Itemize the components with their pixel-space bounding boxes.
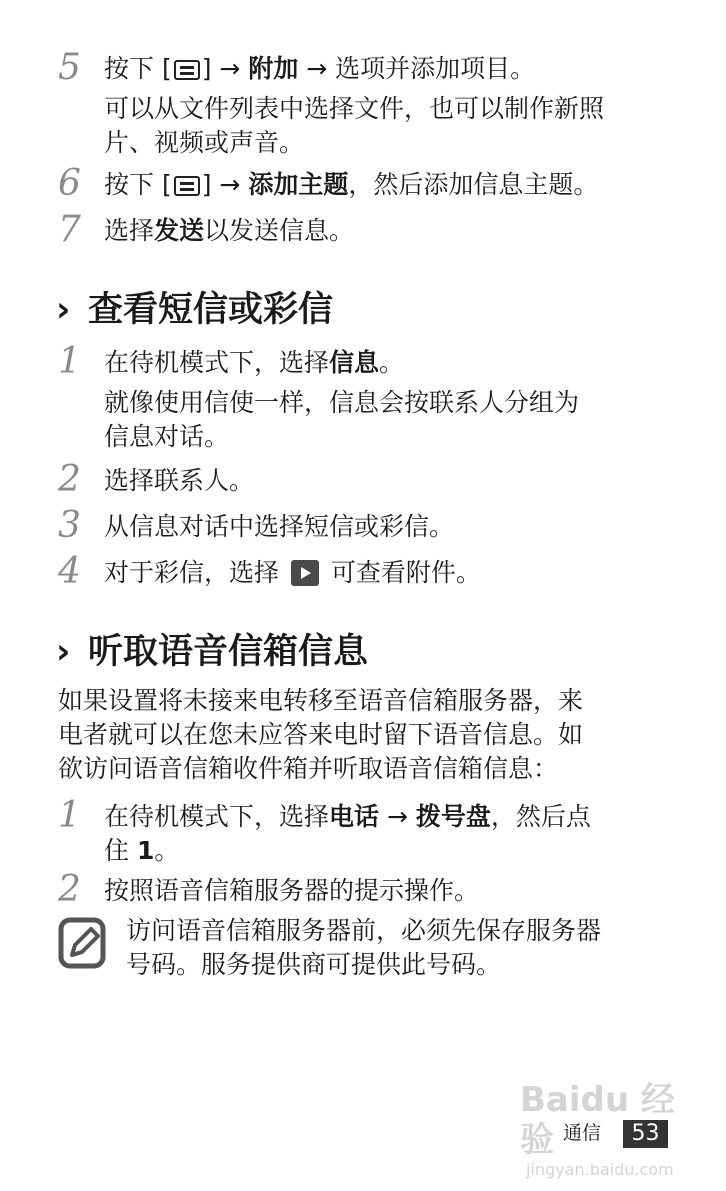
- step-text: 对于彩信，选择 可查看附件。: [104, 558, 481, 587]
- section-heading-view-messages: › 查看短信或彩信: [56, 290, 334, 330]
- step-number: 6: [58, 163, 81, 204]
- note-icon: [58, 917, 106, 969]
- intro-paragraph-line: 如果设置将未接来电转移至语音信箱服务器，来: [58, 686, 584, 715]
- watermark: Baidu 经验 jingyan.baidu.com: [520, 1080, 675, 1179]
- section-heading-voicemail: › 听取语音信箱信息: [56, 632, 369, 672]
- step-detail: 可以从文件列表中选择文件，也可以制作新照: [104, 94, 605, 123]
- step-detail: 就像使用信使一样，信息会按联系人分组为: [104, 388, 580, 417]
- intro-paragraph-line: 欲访问语音信箱收件箱并听取语音信箱信息：: [58, 754, 559, 783]
- chevron-right-icon: ›: [56, 632, 71, 672]
- page-number: 53: [623, 1120, 668, 1148]
- step-number: 7: [58, 209, 81, 250]
- step-text: 按下 [ ] → 附加 → 选项并添加项目。: [104, 54, 536, 83]
- step-number: 2: [58, 869, 81, 910]
- step-number: 1: [58, 341, 81, 382]
- step-number: 3: [58, 505, 81, 546]
- step-number: 4: [58, 551, 81, 592]
- step-number: 1: [58, 795, 81, 836]
- step-text: 选择发送以发送信息。: [104, 216, 355, 245]
- step-text: 按下 [ ] → 添加主题，然后添加信息主题。: [104, 170, 599, 199]
- step-text: 在待机模式下，选择电话 → 拨号盘，然后点: [104, 802, 591, 831]
- step-text: 选择联系人。: [104, 466, 255, 495]
- intro-paragraph-line: 电者就可以在您未应答来电时留下语音信息。如: [58, 720, 584, 749]
- menu-key-icon: [174, 60, 200, 80]
- chevron-right-icon: ›: [56, 290, 71, 330]
- note-text: 号码。服务提供商可提供此号码。: [126, 950, 502, 979]
- step-number: 2: [58, 459, 81, 500]
- note-text: 访问语音信箱服务器前，必须先保存服务器: [126, 916, 602, 945]
- step-text: 从信息对话中选择短信或彩信。: [104, 512, 455, 541]
- step-detail: 片、视频或声音。: [104, 128, 305, 157]
- step-detail: 信息对话。: [104, 422, 230, 451]
- menu-key-icon: [174, 176, 200, 196]
- step-detail: 住 1。: [104, 836, 180, 865]
- play-icon: [291, 560, 319, 586]
- step-text: 按照语音信箱服务器的提示操作。: [104, 876, 480, 905]
- footer-section-label: 通信: [563, 1122, 602, 1144]
- step-number: 5: [58, 47, 81, 88]
- step-text: 在待机模式下，选择信息。: [104, 348, 405, 377]
